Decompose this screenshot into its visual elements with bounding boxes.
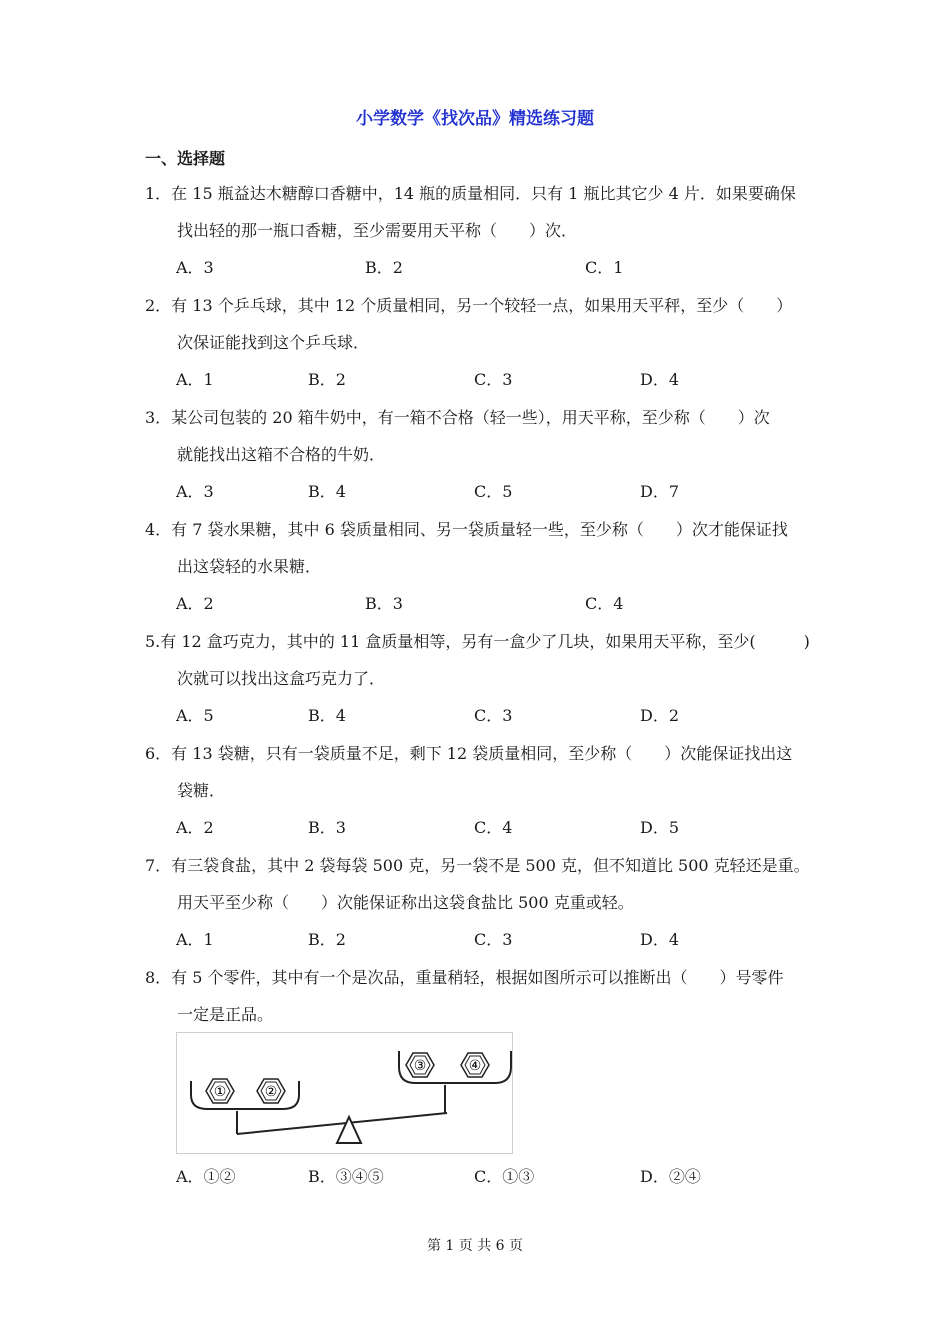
option-a: A．2: [176, 594, 214, 613]
question-text-line2: 次保证能找到这个乒乓球．: [177, 333, 370, 352]
option-b: B．2: [365, 258, 403, 277]
options: [145, 927, 810, 964]
page-footer: 第 1 页 共 6 页: [426, 1238, 524, 1254]
question-text-line2: 找出轻的那一瓶口香糖，至少需要用天平称（ ）次．: [177, 221, 578, 240]
section-heading: 一、选择题: [145, 149, 226, 168]
option-c: C．5: [474, 482, 513, 501]
option-a: A．3: [176, 258, 214, 277]
question-text-line2: 就能找出这箱不合格的牛奶．: [177, 445, 386, 464]
option-a: A．2: [176, 818, 214, 837]
part-3-label: ③: [413, 1058, 427, 1074]
part-3-icon: [406, 1053, 434, 1077]
question-1: [145, 181, 810, 292]
part-2-label: ②: [264, 1084, 278, 1100]
question-text-line2: 一定是正品。: [177, 1005, 274, 1024]
option-d: D．2: [640, 706, 680, 725]
question-text-line1: 1．在 15 瓶益达木糖醇口香糖中，14 瓶的质量相同．只有 1 瓶比其它少 4 片．如果要确保: [145, 184, 796, 203]
balance-scale-icon: [177, 1033, 512, 1153]
option-a: A．①②: [176, 1167, 236, 1186]
option-c: C．4: [585, 594, 624, 613]
option-c: C．4: [474, 818, 513, 837]
question-text-line2: 袋糖．: [177, 781, 226, 800]
options: [145, 591, 810, 628]
part-1-label: ①: [213, 1084, 227, 1100]
question-text-line1: 6．有 13 袋糖，只有一袋质量不足，剩下 12 袋质量相同，至少称（ ）次能保证找出这: [145, 744, 793, 763]
option-d: D．4: [640, 370, 680, 389]
options: [145, 703, 810, 740]
part-4-icon: [461, 1053, 489, 1077]
fulcrum-triangle: [337, 1117, 361, 1143]
options: [145, 815, 810, 852]
question-5: [145, 629, 810, 740]
question-text-line2: 用天平至少称（ ）次能保证称出这袋食盐比 500 克重或轻。: [177, 893, 634, 912]
page-title: 小学数学《找次品》精选练习题: [356, 109, 594, 129]
option-a: A．1: [176, 370, 214, 389]
option-c: C．3: [474, 930, 513, 949]
option-b: B．2: [308, 370, 346, 389]
options: [145, 479, 810, 516]
option-b: B．3: [308, 818, 346, 837]
question-text-line1: 3．某公司包装的 20 箱牛奶中，有一箱不合格（轻一些），用天平称，至少称（ ）次: [145, 408, 770, 427]
options: [145, 1164, 810, 1194]
question-6: [145, 741, 810, 852]
part-2-icon: [257, 1079, 285, 1103]
question-text-line1: 5.有 12 盒巧克力，其中的 11 盒质量相等，另有一盒少了几块，如果用天平称，至少( ): [145, 632, 810, 651]
option-c: C．1: [585, 258, 624, 277]
question-text-line1: 8．有 5 个零件，其中有一个是次品，重量稍轻，根据如图所示可以推断出（ ）号零件: [145, 968, 784, 987]
option-c: C．3: [474, 370, 513, 389]
option-a: A．5: [176, 706, 214, 725]
part-4-label: ④: [468, 1058, 482, 1074]
option-c: C．3: [474, 706, 513, 725]
option-b: B．4: [308, 482, 346, 501]
question-text-line2: 次就可以找出这盒巧克力了．: [177, 669, 386, 688]
options: [145, 367, 810, 404]
option-d: D．5: [640, 818, 680, 837]
option-b: B．4: [308, 706, 346, 725]
question-8: [145, 965, 810, 1039]
option-d: D．4: [640, 930, 680, 949]
options: [145, 255, 810, 292]
option-d: D．7: [640, 482, 680, 501]
question-text-line1: 2．有 13 个乒乓球，其中 12 个质量相同，另一个较轻一点，如果用天平秤，至少（ ）: [145, 296, 793, 315]
option-b: B．3: [365, 594, 403, 613]
question-7: [145, 853, 810, 964]
question-2: [145, 293, 810, 404]
option-a: A．3: [176, 482, 214, 501]
question-3: [145, 405, 810, 516]
balance-scale-figure: [176, 1032, 513, 1154]
question-text-line1: 4．有 7 袋水果糖，其中 6 袋质量相同、另一袋质量轻一些，至少称（ ）次才能保证找: [145, 520, 788, 539]
option-b: B．③④⑤: [308, 1167, 384, 1186]
question-4: [145, 517, 810, 628]
option-d: D．②④: [640, 1167, 701, 1186]
question-text-line2: 出这袋轻的水果糖．: [177, 557, 322, 576]
option-a: A．1: [176, 930, 214, 949]
part-1-icon: [206, 1079, 234, 1103]
option-c: C．①③: [474, 1167, 535, 1186]
question-text-line1: 7．有三袋食盐，其中 2 袋每袋 500 克，另一袋不是 500 克，但不知道比 500 克轻还是重。: [145, 856, 810, 875]
option-b: B．2: [308, 930, 346, 949]
